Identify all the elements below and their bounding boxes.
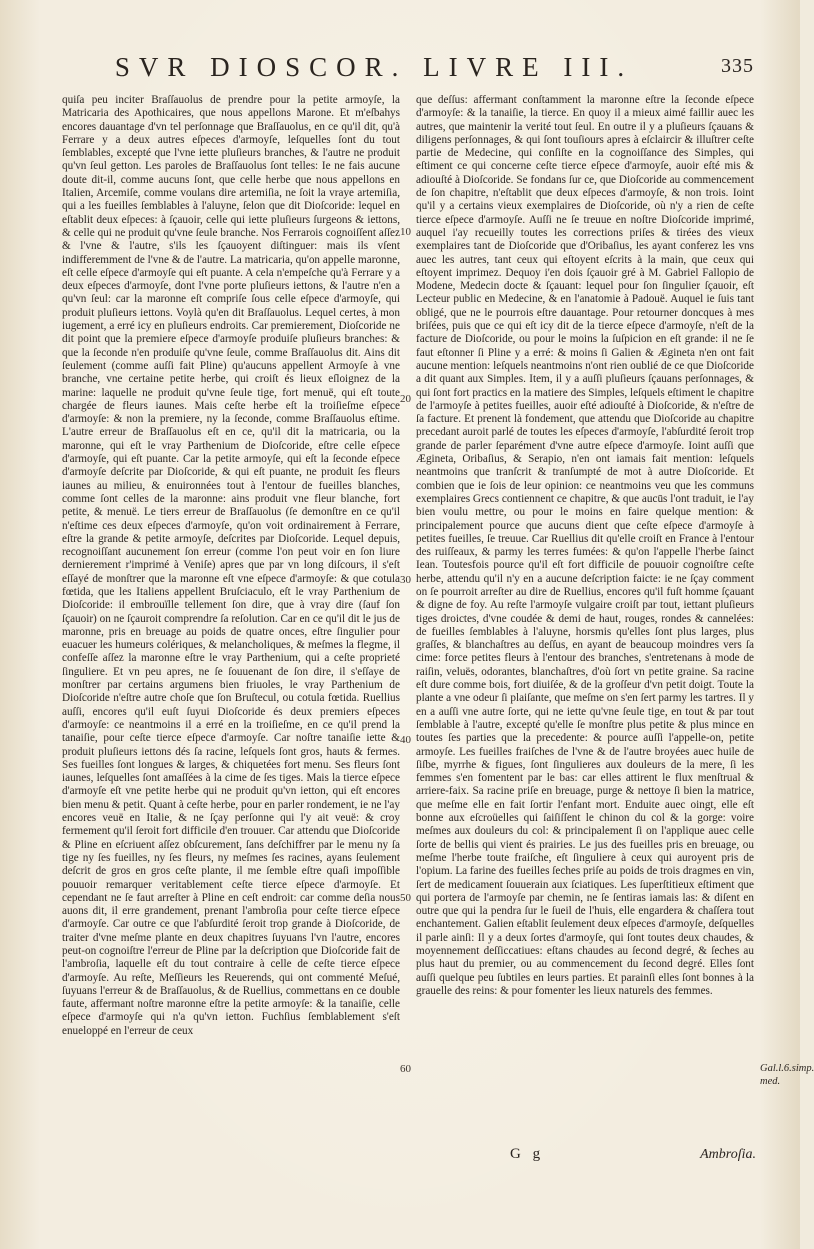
margin-note	[760, 1062, 814, 1088]
line-number: 10	[400, 226, 411, 238]
page-header	[54, 52, 754, 92]
line-number: 60	[400, 1063, 411, 1075]
catchword: Ambroſia.	[700, 1147, 756, 1162]
margin-note-line: med.	[760, 1076, 781, 1087]
signature-mark: G g	[510, 1146, 545, 1162]
right-column	[416, 94, 754, 998]
left-column-text: quiſa peu inciter Braſſauolus de prendre pour la petite armoyſe, la Matricaria des Apothicaires, que nous appellons Marone. Et m'eſbahys encores dauantage d'vn tel perſonnage que Braſſauolus, en ce qu'il dit, qu'à Ferrare y a deux autres eſpeces d'armoyſe, leſquelles ſont du tout ſemblables, excepté que l'vne iette pluſieurs branches, & l'autre ne produit qu'vn ſeul getton. Les paroles de Braſſauolus ſont telles: Ie ne fais aucune doute dit-il, comme aucuns ſont, que celle herbe que nous appellons en Italien, Arcemiſe, comme voulans dire artemiſia, ne ſoit la vraye artemiſia, qui a les fueilles ſemblables à l'aluyne, ſelon que dit Dioſcoride: lequel en eſtablit deux eſpeces: à ſçauoir, celle qui iette pluſieurs ſurgeons & iettons, & celle qui ne produit qu'vne ſeule branche. Nos Ferrarois cognoiſſent aſſez & l'vne & l'autre, s'ils les ſçauoyent diſtinguer: mais ils vſent indifferemment de l'vne & de l'autre. La matricaria, qu'on appelle maronne, eſt celle eſpece d'armoyſe qui eſt puante. A cela n'empeſche qu'à Ferrare y a deux eſpeces d'armoyſe, dont l'vne porte pluſieurs iettons, & l'autre n'en a qu'vn ſeul: car la maronne eſt compriſe ſous celle eſpece d'armoyſe, qui produit pluſieurs iettons. Voylà qu'en dit Braſſauolus. Lequel certes, à mon iugement, a erré icy en pluſieurs endroits. Car premierement, Dioſcoride ne dit point que la premiere eſpece d'armoyſe produiſe pluſieurs branches: & que la ſeconde n'en produiſe qu'vne ſeule, comme Braſſauolus dit. Ains dit ſeulement (comme auſſi fait Pline) qu'aucuns appellent Armoyſe à vne branche, vne certaine petite herbe, qui croiſt és lieux eſloignez de la marine: laquelle ne produit qu'vne ſeule tige, fort menuë, qui eſt toute chargée de fleurs iaunes. Mais ceſte herbe eſt la troiſieſme eſpece d'armoyſe: & non la premiere, ny la ſeconde, comme Braſſauolus eſtime. L'autre erreur de Braſſauolus eſt en ce, qu'il dit la matricaria, ou la maronne, qui eſt le vray Parthenium de Dioſcoride, eſtre celle eſpece d'armoyſe, qui eſt puante. Car la petite armoyſe, qui eſt la ſeconde eſpece d'armoyſe deſcrite par Dioſcoride, & qui eſt puante, ne produit ſes fleurs iaunes au milieu, & enuironnées tout à l'entour de fueilles blanches, comme ſont celles de la maronne: ains produit vne fleur blanche, fort petite, & menuë. Le tiers erreur de Braſſauolus (ſe demonſtre en ce qu'il n'eſtime ces deux eſpeces d'armoyſe, qu'on voit ordinairement à Ferrare, eſtre la grande & petite armoyſe, deſcrites par Dioſcoride. Lequel depuis, recognoiſſant aucunement ſon erreur (comme l'on peut voir en ſon liure dernierement r'imprimé à Veniſe) apres que par vn long diſcours, il s'eſt eſſayé de monſtrer que la maronne eſt vne eſpece d'armoyſe: & que cotula fœtida, que les Italiens appellent Bruſciaculo, eſt le vray Parthenium de Dioſcoride: il embrouïlle tellement ſon dire, que à vray dire (ſauf ſon ſçauoir) on ne ſçauroit comprendre ſa reſolution. Car en ce qu'il dit le jus de maronne, pris en breuage au poids de quatre onces, eſtre ſingulier pour euacuer les humeurs colériques, & melancholiques, & meſmes la flegme, il confeſſe aſſez la maronne eſtre le vray Parthenium, qui a ceſte proprieté ſinguliere. Et vn peu apres, ne ſe ſouuenant de ſon dire, il s'eſſaye de monſtrer par certains argumens bien friuoles, le vray Parthenium de Dioſcoride n'eſtre autre choſe que ſon Bruſtecul, ou cotula fœtida. Ruellius auſſi, encores qu'il euſt ſuyui Dioſcoride és deux premiers eſpeces d'armoyſe: ce neantmoins il a erré en la troiſieſme, en ce qu'il prend la tanaiſie, pour ceſte tierce eſpece d'armoyſe. Car noſtre tanaiſie iette & produit pluſieurs iettons dés ſa racine, leſquels ſont gros, hauts & fermes. Ses fueilles ſont longues & larges, & chiquetées fort menu. Ses fleurs ſont iaunes, leſquelles ſont amaſſées à la cime de ſes tiges. Mais la tierce eſpece d'armoyſe eſt vne petite herbe qui ne produit qu'vn ietton, qui eſt encores bien menu & petit. Quant à ceſte herbe, pour en parler rondement, ie ne l'ay encores veuë en Italie, & ne ſçay perſonne qui l'y ait veuë: & croy fermement qu'il ſeroit fort difficile d'en trouuer. Car attendu que Dioſcoride & Pline en eſcriuent aſſez obſcurement, ſans deſchiffrer par le menu ny ſa tige ny ſes fueilles, ny ſes fleurs, ny meſmes ſes racines, ayans ſeulement deſcrit de gros en gros ceſte plante, il me ſemble eſtre quaſi impoſſible pouuoir remarquer veritablement ceſte tierce eſpece d'armoyſe. Et cependant ne ſe faut arreſter à Pline en ceſt endroit: car comme deſia nous auons dit, il erre grandement, prenant l'ambroſia pour ceſte tierce eſpece d'armoyſe. Car outre ce que l'abſurdité ſeroit trop grande à Dioſcoride, de traiter d'vne meſme plante en deux chapitres ſuyuans l'vn l'autre, encores peut-on cognoiſtre l'erreur de Pline par la deſcription que Dioſcoride fait de l'ambroſia, laquelle eſt du tout contraire à celle de ceſte tierce eſpece d'armoyſe. Au reſte, Meſſieurs les Reuerends, qui ont commenté Meſué, ſuyuans l'erreur & de Braſſauolus, & de Ruellius, commettans en ce double faute, affermant noſtre maronne eſtre la petite armoyſe: & la tanaiſie, celle eſpece d'armoyſe qui n'a qu'vn ietton. Fuchſius ſemblablement s'eſt enueloppé en l'erreur de ceux	[62, 94, 400, 1037]
line-number: 20	[400, 393, 411, 405]
line-number: 40	[400, 734, 411, 746]
page-footer	[416, 1146, 756, 1166]
line-number: 30	[400, 574, 411, 586]
left-column	[62, 94, 400, 1038]
line-number: 50	[400, 892, 411, 904]
page-number: 335	[721, 55, 754, 77]
right-column-text: que deſſus: affermant conſtamment la maronne eſtre la ſeconde eſpece d'armoyſe: & la tanaiſie, la tierce. En quoy il a mieux aimé faillir auec les autres, que maintenir la verité tout ſeul. En outre il y a pluſieurs ſçauans & diligens perſonnages, & qui ſont touſiours apres à eſclaircir & illuſtrer ceſte partie de Medecine, qui conſiſte en la cognoiſſance des Simples, qui eſtiment ce qui concerne ceſte tierce eſpece d'armoyſe, auoir eſté mis & adiouſté à Dioſcoride. Se fondans ſur ce, que Dioſcoride au commencement de ſon chapitre, n'eſtablit que deux eſpeces d'armoyſe, & non trois. Ioint qu'il y a certains vieux exemplaires de Dioſcoride, où n'y a rien de ceſte tierce eſpece d'armoyſe. Auſſi ne ſe treuue en noſtre Dioſcoride imprimé, auquel i'ay recueilly toutes les corrections priſes & tirées des vieux exemplaires tant de Dioſcoride que d'Oribaſius, les ayant conferez les vns auec les autres, tant ceux qui eſtoyent eſcrits à la main, que ceux qui eſtoyent imprimez. Dequoy i'en dois ſçauoir gré à M. Gabriel Fallopio de Modene, Medecin docte & ſçauant: lequel pour ſon ſingulier ſçauoir, eſt Lecteur public en Medecine, & en l'anatomie à Padouë. Auquel ie ſuis tant obligé, que ne le pourrois eſtre dauantage. Pour retourner doncques à mes briſées, puis que ce qui eſt icy dit de la tierce eſpece d'armoyſe, n'eſt de la facture de Dioſcoride, ou pour le moins la ſuſpicion en eſt grande: il ne ſe faut eſtonner ſi Pline y a erré: & moins ſi Galien & Ægineta n'en ont fait aucune mention: leſquels neantmoins n'ont rien oublié de ce que Dioſcoride a dit quant aux Simples. Item, il y a auſſi pluſieurs ſçauans perſonnages, & qui ſont fort practics en la matiere des Simples, leſquels eſtiment le chapitre de l'armoyſe à petites fueilles, auoir eſté adiouſté à Dioſcoride, & n'eſtre de ſa facture. Et prenent là fondement, que attendu que Dioſcoride au chapitre precedant auroit parlé de toutes les eſpeces d'armoyſe, l'abſurdité ſeroit trop grande de parler ſeparément d'vne autre eſpece d'armoyſe. Ioint auſſi que Ægineta, Oribaſius, & Serapio, n'en ont iamais fait mention: leſquels neantmoins que tranſcrit & tranſumpté de mot à autre Dioſcoride. Et combien que ie ſois de leur opinion: ce neantmoins veu que les communs exemplaires Grecs contiennent ce chapitre, & que aucūs l'ont traduit, ie l'ay bien voulu mettre, ou pour le moins en faire quelque mention: & principalement pource que aucuns dient que ceſte eſpece d'armoyſe à petites fueilles, ſe treuue. Car Ruellius dit qu'elle croiſt en France à l'entour des ruiſſeaux, & parmy les terres fumées: & qu'on l'appelle l'herbe ſainct Iean. Toutesfois pource qu'il eſt fort difficile de pouuoir cognoiſtre ceſte herbe, attendu qu'il n'y en a aucune deſcription faicte: ie ne ſçay comment on ſe pourroit arreſter au dire de Ruellius, encores qu'il fuſt homme ſçauant & digne de foy. Au reſte l'armoyſe vulgaire croiſt par tout, iettant pluſieurs tiges droictes, d'vne coudée & demi de haut, rouges, rondes & cannelées: de fueilles ſemblables à l'aluyne, horsmis qu'elles ſont plus larges, plus graſſes, & blanchaſtres au deſſus, en ayant de beaucoup moindres vers ſa cime: force petites fleurs à l'entour des branches, s'entretenans à mode de raiſin, veluës, odorantes, blanchaſtres, d'où ſort vn petite graine. Sa racine eſt dure comme bois, fort diuiſée, & de la groſſeur d'vn petit doigt. Toute la plante a vne odeur ſi plaiſante, que meſme on s'en ſert parmy les tartres. Il y en a auſſi vne autre ſorte, qui ne iette qu'vne ſeule tige, en tout & par tout ſemblable à l'autre, excepté qu'elle ſe monſtre plus petite & plus mince en toutes ſes parties que la precedente: & pource auſſi l'appelle-on, petite armoyſe. Les fueilles fraiſches de l'vne & de l'autre broyées auec huile de ſiſbe, myrrhe & figues, ſont ſingulieres aux douleurs de la mere, ſi les femmes s'en fomentent par le bas: car elles attirent le flux menſtrual & arriere-faix. Sa racine priſe en breuage, purge & nettoye ſi bien la matrice, que meſme elle en fait ſortir l'enfant mort. Enduite auec oingt, elle eſt bonne aux eſcroüelles qui ſaiſiſſent le chinon du col & la gorge: voire meſmes aux douleurs du col: & principalement ſi on l'applique auec celle ſorte de bellis qui vient és prairies. Le jus des fueilles pris en breuage, ou meſme l'herbe toute fraiſche, eſt ſinguliere à ceux qui auroyent pris de l'opium. La farine des fueilles ſeches priſe au poids de trois dragmes en vin, ſert de medicament ſouuerain aux ſciatiques. Les ſuperſtitieux eſtiment que qui portera de l'armoyſe par chemin, ne ſe ſentiras iamais las: & diſent en outre que qui la pendra ſur le ſueil de l'huis, elle engardera & chaſſera tout enchantement. Galien eſtablit ſeulement deux eſpeces d'armoyſe, deſquelles il parle ainſi: Il y a deux ſortes d'armoyſe, qui ſont toutes deux chaudes, & moyennement deſſiccatiues: eſtans chaudes au ſecond degré, & ſeches au plus haut du premier, ou au commencement du ſecond degré. Elles ſont auſſi quelque peu ſubtiles en leurs parties. Et parainſi elles ſont bonnes à la grauelle des reins: & pour fomenter les lieux naturels des femmes.	[416, 94, 754, 997]
margin-note-line: Gal.l.6.simp.	[760, 1063, 814, 1074]
running-head: SVR DIOSCOR. LIVRE III.	[114, 52, 634, 82]
